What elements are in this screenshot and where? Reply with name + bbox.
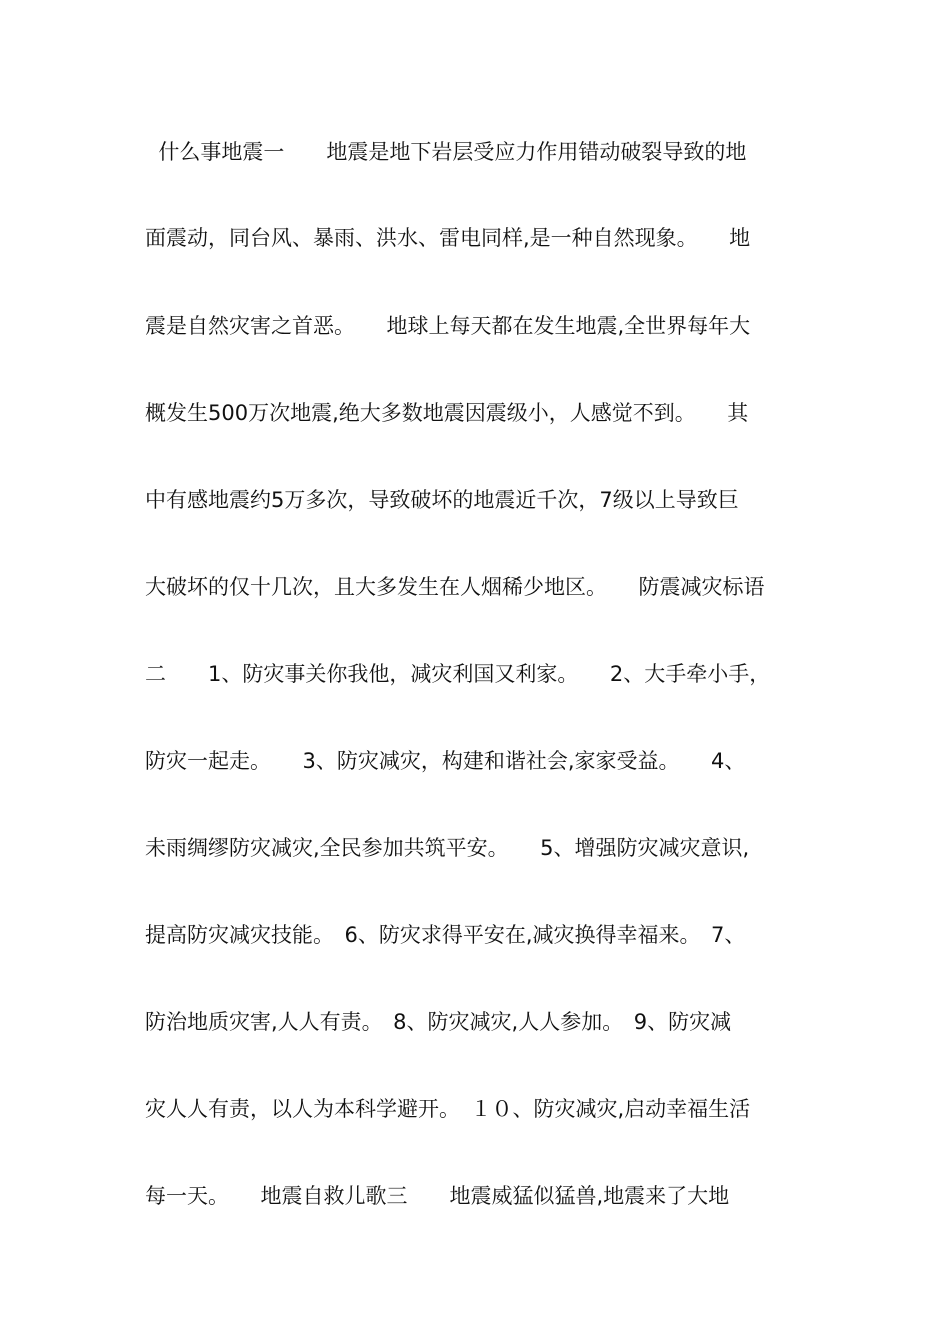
text-line-12: 灾人人有责，以人为本科学避开。 １０、防灾减灾,启动幸福生活 [145, 1097, 751, 1121]
text-line-9: 未雨绸缪防灾减灾,全民参加共筑平安。 5、增强防灾减灾意识, [145, 836, 750, 860]
text-line-8: 防灾一起走。 3、防灾减灾，构建和谐社会,家家受益。 4、 [145, 749, 746, 773]
text-line-7: 二 1、防灾事关你我他，减灾利国又利家。 2、大手牵小手， [145, 662, 771, 686]
text-line-6: 大破坏的仅十几次，且大多发生在人烟稀少地区。 防震减灾标语 [145, 575, 765, 599]
text-line-1: 什么事地震一 地震是地下岩层受应力作用错动破裂导致的地 [145, 140, 747, 164]
text-line-5: 中有感地震约5万多次，导致破坏的地震近千次，7级以上导致巨 [145, 488, 739, 512]
text-line-11: 防治地质灾害,人人有责。 8、防灾减灾,人人参加。 9、防灾减 [145, 1010, 732, 1034]
text-line-13: 每一天。 地震自救儿歌三 地震威猛似猛兽,地震来了大地 [145, 1184, 730, 1208]
text-line-10: 提高防灾减灾技能。 6、防灾求得平安在,减灾换得幸福来。 7、 [145, 923, 746, 947]
text-line-2: 面震动，同台风、暴雨、洪水、雷电同样,是一种自然现象。 地 [145, 226, 751, 250]
text-line-3: 震是自然灾害之首恶。 地球上每天都在发生地震,全世界每年大 [145, 314, 751, 338]
text-line-4: 概发生500万次地震,绝大多数地震因震级小，人感觉不到。 其 [145, 401, 749, 425]
